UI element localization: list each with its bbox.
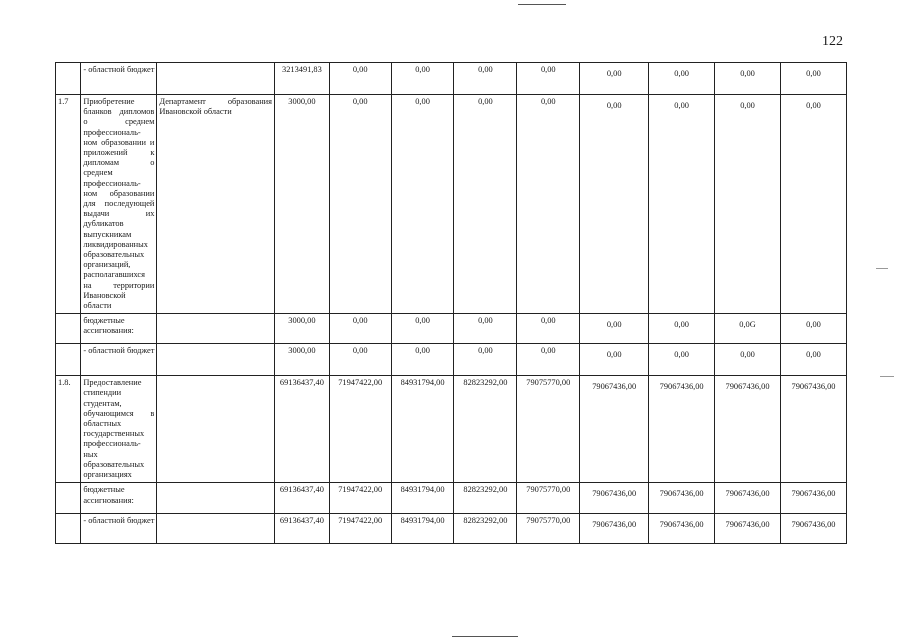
table-row [56, 376, 847, 483]
scan-artifact [876, 268, 888, 269]
amount-cell: 0,00 [454, 63, 517, 95]
amount-cell: 0,00 [715, 344, 781, 376]
amount-cell: 69136437,40 [275, 483, 330, 514]
amount-cell: 0,00 [780, 95, 846, 314]
scan-edge-bottom [452, 636, 518, 637]
amount-cell: 0,00 [715, 95, 781, 314]
amount-cell: 79075770,00 [517, 483, 580, 514]
amount-cell: 0,00 [580, 314, 649, 344]
amount-cell: 3000,00 [275, 344, 330, 376]
row-index [56, 344, 81, 376]
row-index [56, 63, 81, 95]
amount-cell: 79067436,00 [649, 514, 715, 544]
amount-cell: 71947422,00 [329, 514, 391, 544]
amount-cell: 79067436,00 [780, 483, 846, 514]
row-label: бюджетные ассигнования: [81, 483, 157, 514]
amount-cell: 71947422,00 [329, 483, 391, 514]
table-row [56, 95, 847, 314]
amount-cell: 79067436,00 [780, 376, 846, 483]
amount-cell: 79067436,00 [580, 483, 649, 514]
row-index: 1.7 [56, 95, 81, 314]
amount-cell: 84931794,00 [391, 483, 454, 514]
amount-cell: 0,00 [580, 95, 649, 314]
amount-cell: 0,00 [780, 344, 846, 376]
row-label: - областной бюджет [81, 514, 157, 544]
amount-cell: 0,00 [391, 344, 454, 376]
row-executor [157, 63, 275, 95]
amount-cell: 0,00 [517, 95, 580, 314]
amount-cell: 79067436,00 [715, 514, 781, 544]
amount-cell: 0,00 [454, 314, 517, 344]
amount-cell: 3000,00 [275, 314, 330, 344]
table-row [56, 314, 847, 344]
row-index [56, 483, 81, 514]
amount-cell: 0,00 [329, 63, 391, 95]
amount-cell: 69136437,40 [275, 514, 330, 544]
amount-cell: 0,00 [329, 314, 391, 344]
amount-cell: 0,00 [391, 314, 454, 344]
amount-cell: 0,00 [517, 63, 580, 95]
amount-cell: 0,00 [780, 314, 846, 344]
amount-cell: 82823292,00 [454, 376, 517, 483]
amount-cell: 84931794,00 [391, 514, 454, 544]
amount-cell: 0,00 [391, 63, 454, 95]
table-row [56, 63, 847, 95]
table-row [56, 514, 847, 544]
amount-cell: 0,0G [715, 314, 781, 344]
amount-cell: 0,00 [517, 344, 580, 376]
amount-cell: 82823292,00 [454, 483, 517, 514]
amount-cell: 3213491,83 [275, 63, 330, 95]
amount-cell: 0,00 [329, 95, 391, 314]
amount-cell: 0,00 [649, 95, 715, 314]
row-executor [157, 376, 275, 483]
amount-cell: 79067436,00 [649, 483, 715, 514]
amount-cell: 0,00 [454, 95, 517, 314]
amount-cell: 79067436,00 [580, 514, 649, 544]
amount-cell: 82823292,00 [454, 514, 517, 544]
amount-cell: 0,00 [580, 344, 649, 376]
amount-cell: 0,00 [517, 314, 580, 344]
row-executor [157, 483, 275, 514]
row-index: 1.8. [56, 376, 81, 483]
row-executor [157, 344, 275, 376]
row-executor [157, 314, 275, 344]
amount-cell: 0,00 [329, 344, 391, 376]
amount-cell: 79067436,00 [715, 483, 781, 514]
amount-cell: 71947422,00 [329, 376, 391, 483]
amount-cell: 84931794,00 [391, 376, 454, 483]
amount-cell: 79067436,00 [649, 376, 715, 483]
row-label: Предоставление стипендии студентам, обучающимся в областных государственных профессиональ-ных образовательных организациях [81, 376, 157, 483]
amount-cell: 0,00 [649, 314, 715, 344]
row-executor: Департамент образования Ивановской области [157, 95, 275, 314]
amount-cell: 79075770,00 [517, 376, 580, 483]
table-row [56, 344, 847, 376]
amount-cell: 0,00 [649, 344, 715, 376]
row-label: бюджетные ассигнования: [81, 314, 157, 344]
scan-edge-top [518, 4, 566, 5]
amount-cell: 69136437,40 [275, 376, 330, 483]
row-label: - областной бюджет [81, 63, 157, 95]
amount-cell: 0,00 [391, 95, 454, 314]
row-label: - областной бюджет [81, 344, 157, 376]
amount-cell: 79075770,00 [517, 514, 580, 544]
amount-cell: 79067436,00 [715, 376, 781, 483]
row-executor [157, 514, 275, 544]
row-index [56, 314, 81, 344]
amount-cell: 0,00 [715, 63, 781, 95]
scan-artifact [880, 376, 894, 377]
amount-cell: 0,00 [780, 63, 846, 95]
amount-cell: 3000,00 [275, 95, 330, 314]
amount-cell: 79067436,00 [580, 376, 649, 483]
row-index [56, 514, 81, 544]
amount-cell: 0,00 [454, 344, 517, 376]
budget-table [55, 62, 847, 544]
row-label: Приобретение бланков дипломов о среднем профессиональ-ном образовании и приложений к дипломам о среднем профессиональ-ном образовании для последующей выдачи их дубликатов выпускникам ликвидированных образовательных организаций, располагавшихся на территории Ивановской области [81, 95, 157, 314]
page-number: 122 [822, 34, 843, 49]
amount-cell: 0,00 [649, 63, 715, 95]
table-row [56, 483, 847, 514]
amount-cell: 79067436,00 [780, 514, 846, 544]
amount-cell: 0,00 [580, 63, 649, 95]
